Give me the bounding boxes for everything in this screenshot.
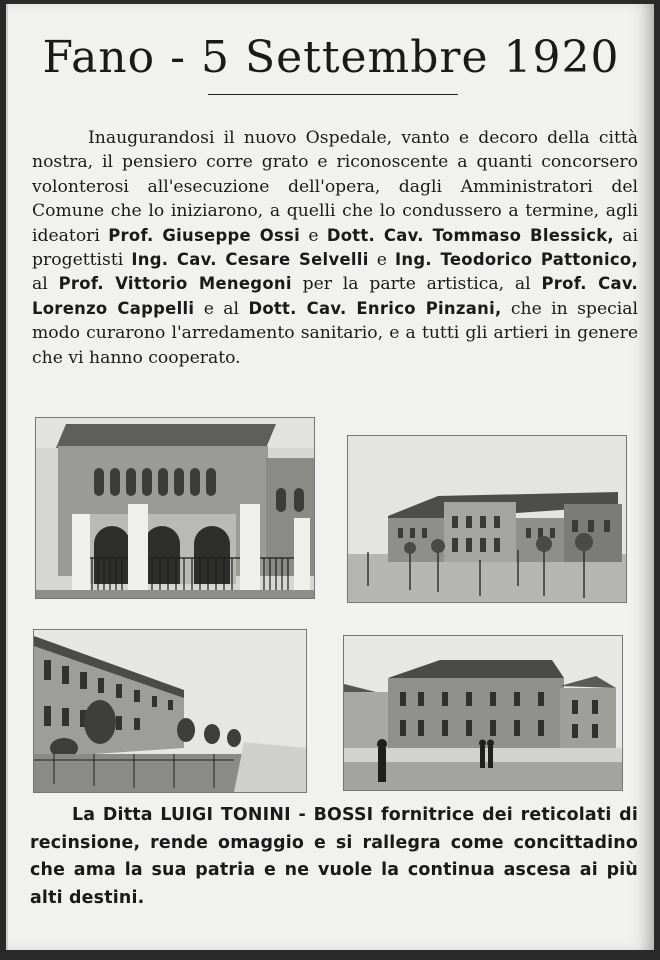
document-page — [6, 4, 654, 950]
name-pattonico: Ing. Teodorico Pattonico, — [394, 250, 638, 270]
title-divider — [208, 94, 458, 95]
photo-hospital-wing — [34, 630, 306, 792]
photo-hospital-pavilion — [344, 636, 622, 790]
name-pinzani: Dott. Cav. Enrico Pinzani, — [248, 298, 502, 318]
intro-text-3: ai progettisti — [32, 225, 638, 271]
intro-text-6: per la parte artistica, al — [302, 274, 531, 295]
name-cappelli: Prof. Cav. Lorenzo Cappelli — [32, 274, 639, 318]
intro-text-5: al — [32, 274, 48, 295]
intro-text-1: Inaugurandosi il nuovo Ospedale, vanto e decoro della città nostra, il pensiero corre grato e riconoscente a quanti concorsero volonterosi all'esecuzione dell'opera, dagli Amministratori del Comune che lo iniziarono, a quelli che lo condussero a termine, agli ideatori — [32, 128, 638, 246]
intro-text-2: e — [308, 225, 319, 246]
photo-hospital-entrance — [36, 418, 314, 598]
intro-paragraph — [32, 126, 638, 370]
closing-paragraph — [30, 802, 638, 912]
intro-text-4: e — [376, 250, 387, 271]
name-blessick: Dott. Cav. Tommaso Blessick, — [326, 225, 614, 245]
page-title: Fano - 5 Settembre 1920 — [42, 32, 620, 83]
photo-hospital-garden — [348, 436, 626, 602]
name-menegoni: Prof. Vittorio Menegoni — [58, 274, 292, 294]
name-ossi: Prof. Giuseppe Ossi — [108, 225, 301, 245]
intro-text-8: che in special modo curarono l'arredamento sanitario, e a tutti gli artieri in genere che vi hanno cooperato. — [32, 298, 638, 368]
intro-text-7: e al — [203, 298, 240, 319]
closing-text: La Ditta LUIGI TONINI - BOSSI fornitrice dei reticolati di recinsione, rende omaggio e si rallegra come concittadino che ama la sua patria e ne vuole la continua ascesa ai più alti destini. — [30, 805, 638, 908]
name-selvelli: Ing. Cav. Cesare Selvelli — [131, 250, 369, 270]
